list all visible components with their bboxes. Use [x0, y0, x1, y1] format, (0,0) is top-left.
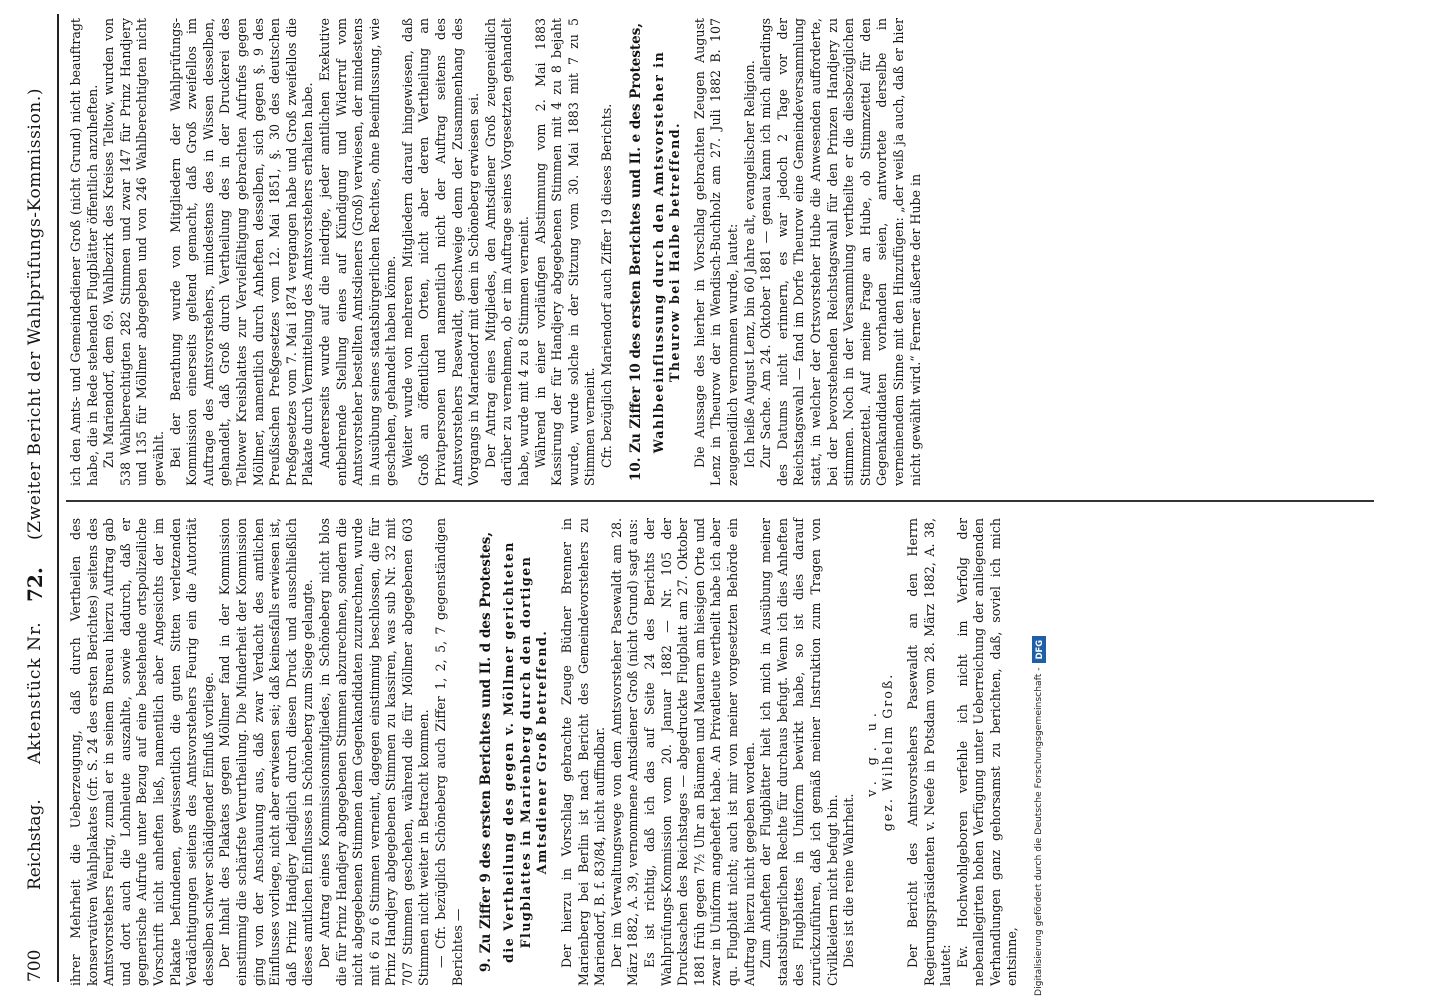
- header-left-title: Reichstag.: [25, 799, 45, 890]
- section-topic: Wahlbeeinflussung durch den Amtsvorsteher in Theurow bei Halbe betreffend.: [650, 50, 683, 454]
- paragraph: Zur Sache. Am 24. Oktober 1881 — genau kann ich mich allerdings des Datums nicht erinnern, es war jedoch 2 Tage vor der Reichstagswahl — fand im Dorfe Theurow eine Gemeindeversammlung statt, in welcher der Ortsvorsteher Hube die Anwesenden aufforderte, bei der bevorstehenden Reichstagswahl für den Prinzen Handjery zu stimmen. Noch in der Versammlung vertheilte er die diesbezüglichen Stimmzettel. Auf meine Frage an Hube, ob Stimmzettel für den Gegenkandidaten vorhanden seien, antwortete derselbe in verneinendem Sinne mit den Hinzufügen: „der weiß ja auch, daß er hier nicht gewählt wird.“ Ferner äußerte der Hube in: [758, 18, 923, 486]
- paragraph: Der Antrag eines Mitgliedes, den Amtsdiener Groß zeugeneidlich darüber zu vernehmen, ob er im Auftrage seines Vorgesetzten gehandelt habe, wurde mit 4 zu 8 Stimmen verneint.: [482, 18, 532, 486]
- paragraph: Dies ist die reine Wahrheit.: [841, 793, 857, 968]
- paragraph: ich den Amts- und Gemeindediener Groß (nicht Grund) nicht beauftragt habe, die in Rede stehenden Flugblätter öffentlich anzuheften.: [68, 18, 100, 486]
- paragraph: Der Bericht des Amtsvorstehers Pasewaldt an den Herrn Regierungspräsidenten v. Neefe in Potsdam vom 28. März 1882, A. 38, lautet:: [904, 518, 954, 986]
- right-column: [68, 18, 924, 486]
- header-document-number: 72.: [23, 567, 47, 602]
- paragraph: Der Inhalt des Plakates gegen Möllmer fand in der Kommission einstimmig die schärfste Verurtheilung. Die Minderheit der Kommission ging von der Anschauung aus, daß zwar Verdacht des amtlichen Einflusses vorliege, nicht aber erwiesen sei; daß keinesfalls erwiesen ist, daß Prinz Handjery lediglich durch diesen Druck und ausschließlich dieses amtlichen Einflusses in Schöneberg zum Siege gelangte.: [217, 518, 316, 986]
- header-right-title: (Zweiter Bericht der Wahlprüfungs-Kommission.): [25, 87, 45, 540]
- paragraph: Weiter wurde von mehreren Mitgliedern darauf hingewiesen, daß Groß an öffentlichen Orten, nicht aber deren Vertheilung an Privatpersonen und namentlich nicht der Auftrag seitens des Amtsvorstehers Pasewaldt, geschweige denn der Zusammenhang des Vorgangs in Mariendorf mit dem in Schöneberg erwiesen sei.: [399, 18, 482, 486]
- header-rule: [57, 14, 59, 982]
- signature-name: gez. Wilhelm Groß.: [880, 672, 896, 832]
- credit-text: Digitalisierung gefördert durch die Deutsche Forschungsgemeinschaft -: [1033, 667, 1044, 996]
- column-divider: [66, 501, 1374, 503]
- paragraph: Es ist richtig, daß ich das auf Seite 24 des Berichts der Wahlprüfungs-Kommission vom 20. Januar 1882 — Nr. 105 der Drucksachen des Reichstages — abgedruckte Flugblatt am 27. Oktober 1881 früh gegen 7½ Uhr an Bäumen und Mauern am hiesigen Orte und zwar in Uniform angeheftet habe. An Privatleute vertheilt habe ich aber qu. Flugblatt nicht; auch ist mir von meiner vorgesetzten Behörde ein Auftrag hierzu nicht gegeben worden.: [642, 518, 757, 986]
- paragraph: Der im Verwaltungswege von dem Amtsvorsteher Pasewaldt am 28. März 1882, A. 39, vernommene Amtsdiener Groß (nicht Grund) sagt aus:: [608, 518, 641, 986]
- paragraph: Die Aussage des hierher in Vorschlag gebrachten Zeugen August Lenz in Theurow der in Wendisch-Buchholz am 27. Juli 1882 B. 107 zeugeneidlich vernommen wurde, lautet:: [691, 18, 740, 486]
- left-column: [68, 518, 1021, 986]
- section-heading: 9. Zu Ziffer 9 des ersten Berichtes und II. d des Protestes,: [478, 531, 495, 973]
- header-middle-title: Aktenstück Nr.: [25, 621, 45, 764]
- paragraph: — Cfr. bezüglich Schöneberg auch Ziffer 1, 2, 5, 7 gegenständigen Berichtes —: [433, 518, 465, 986]
- page-number: 700: [25, 949, 45, 982]
- signature-abbreviation: v. g. u.: [863, 707, 879, 797]
- section-topic: die Vertheilung des gegen v. Möllmer gerichteten Flugblattes in Marienberg durch den dortigen Amtsdiener Groß betreffend.: [501, 541, 550, 963]
- paragraph: Zum Anheften der Flugblätter hielt ich mich in Ausübung meiner staatsbürgerlichen Rechte für durchaus befugt. Wenn ich dies Anheften des Flugblattes in Uniform bewirkt habe, so ist dies darauf zurückzuführen, daß ich gemäß meiner Instruktion zum Tragen von Civilkleidern nicht befugt bin.: [758, 518, 840, 986]
- dfg-logo: DFG: [1032, 636, 1046, 664]
- digitization-credit: [1028, 639, 1050, 996]
- paragraph: Während in einer vorläufigen Abstimmung vom 2. Mai 1883 Kassirung der für Handjery abgegebenen Stimmen mit 4 zu 8 bejaht wurde, wurde solche in der Sitzung vom 30. Mai 1883 mit 7 zu 5 Stimmen verneint.: [532, 18, 598, 486]
- paragraph: Andererseits wurde auf die niedrige, jeder amtlichen Exekutive entbehrende Stellung eines auf Kündigung und Widerruf vom Amtsvorsteher bestellten Amtsdieners (Groß) verwiesen, der mindestens in Ausübung seines staatsbürgerlichen Rechtes, ohne Beeinflussung, wie geschehen, gehandelt haben könne.: [316, 18, 399, 486]
- paragraph: Zu Mariendorf, dem 69. Wahlbezirk des Kreises Teltow, wurden von 538 Wahlberechtigten 282 Stimmen und zwar 147 für Prinz Handjery und 135 für Möllmer abgegeben und von 246 Wahlberechtigten nicht gewählt.: [101, 18, 166, 486]
- paragraph: Der hierzu in Vorschlag gebrachte Zeuge Büdner Brenner in Marienberg bei Berlin ist nach Bericht des Gemeindevorstehers zu Mariendorf, B. f. 83/84, nicht auffindbar.: [559, 518, 608, 986]
- paragraph: ihrer Mehrheit die Ueberzeugung, daß durch Vertheilen des konservativen Wahlplakates (cfr. S. 24 des ersten Berichtes) seitens des Amtsvorstehers Feurig, zumal er in seinem Bureau hierzu Auftrag gab und dort auch die Lohnleute auszahlte, sowie dadurch, daß er gegnerische Aufrufe unter Bezug auf eine bestehende ortspolizeiliche Vorschrift nicht anheften ließ, namentlich aber Angesichts der im Plakate befundenen, gewissentlich die guten Sitten verletzenden Verdächtigungen seitens des Amtsvorstehers Feurig ein die Autorität desselben schwer schädigender Einfluß vorliege.: [68, 518, 216, 986]
- paragraph: Ich heiße August Lenz, bin 60 Jahre alt, evangelischer Religion.: [741, 60, 757, 468]
- section-heading: 10. Zu Ziffer 10 des ersten Berichtes und II. e des Protestes,: [627, 22, 644, 482]
- paragraph: Ew. Hochwohlgeboren verfehle ich nicht im Verfolg der nebenallegirten hohen Verfügung unter Ueberreichung der anliegenden Verhandlungen ganz gehorsamst zu berichten, daß, soviel ich mich entsinne,: [954, 518, 1020, 986]
- paragraph: Cfr. bezüglich Mariendorf auch Ziffer 19 dieses Berichts.: [599, 103, 614, 468]
- paragraph: Bei der Berathung wurde von Mitgliedern der Wahlprüfungs-Kommission einerseits geltend gemacht, daß Groß zweifellos im Auftrage des Amtsvorstehers, mindestens des in Wissen desselben, gehandelt, daß Groß durch Vertheilung des in der Druckerei des Teltower Kreisblattes zur Vervielfältigung gebrachten Aufrufes gegen Möllmer, namentlich durch Anheften desselben, sich gegen §. 9 des Preußischen Preßgesetzes vom 12. Mai 1851, §. 30 des deutschen Preßgesetzes vom 7. Mai 1874 vergangen habe und Groß zweifellos die Plakate durch Vermittelung des Amtsvorstehers erhalten habe.: [167, 18, 316, 486]
- paragraph: Der Antrag eines Kommissionsmitgliedes, in Schöneberg nicht blos die für Prinz Handjery abgegebenen Stimmen abzurechnen, sondern die nicht abgegebenen Stimmen dem Gegenkandidaten zuzurechnen, wurde mit 6 zu 6 Stimmen verneint, dagegen einstimmig beschlossen, die für Prinz Handjery abgegebenen Stimmen zu kassiren, was sub Nr. 32 mit 707 Stimmen geschehen, während die für Möllmer abgegebenen 603 Stimmen nicht weiter in Betracht kommen.: [316, 518, 432, 986]
- page-header: [18, 8, 52, 982]
